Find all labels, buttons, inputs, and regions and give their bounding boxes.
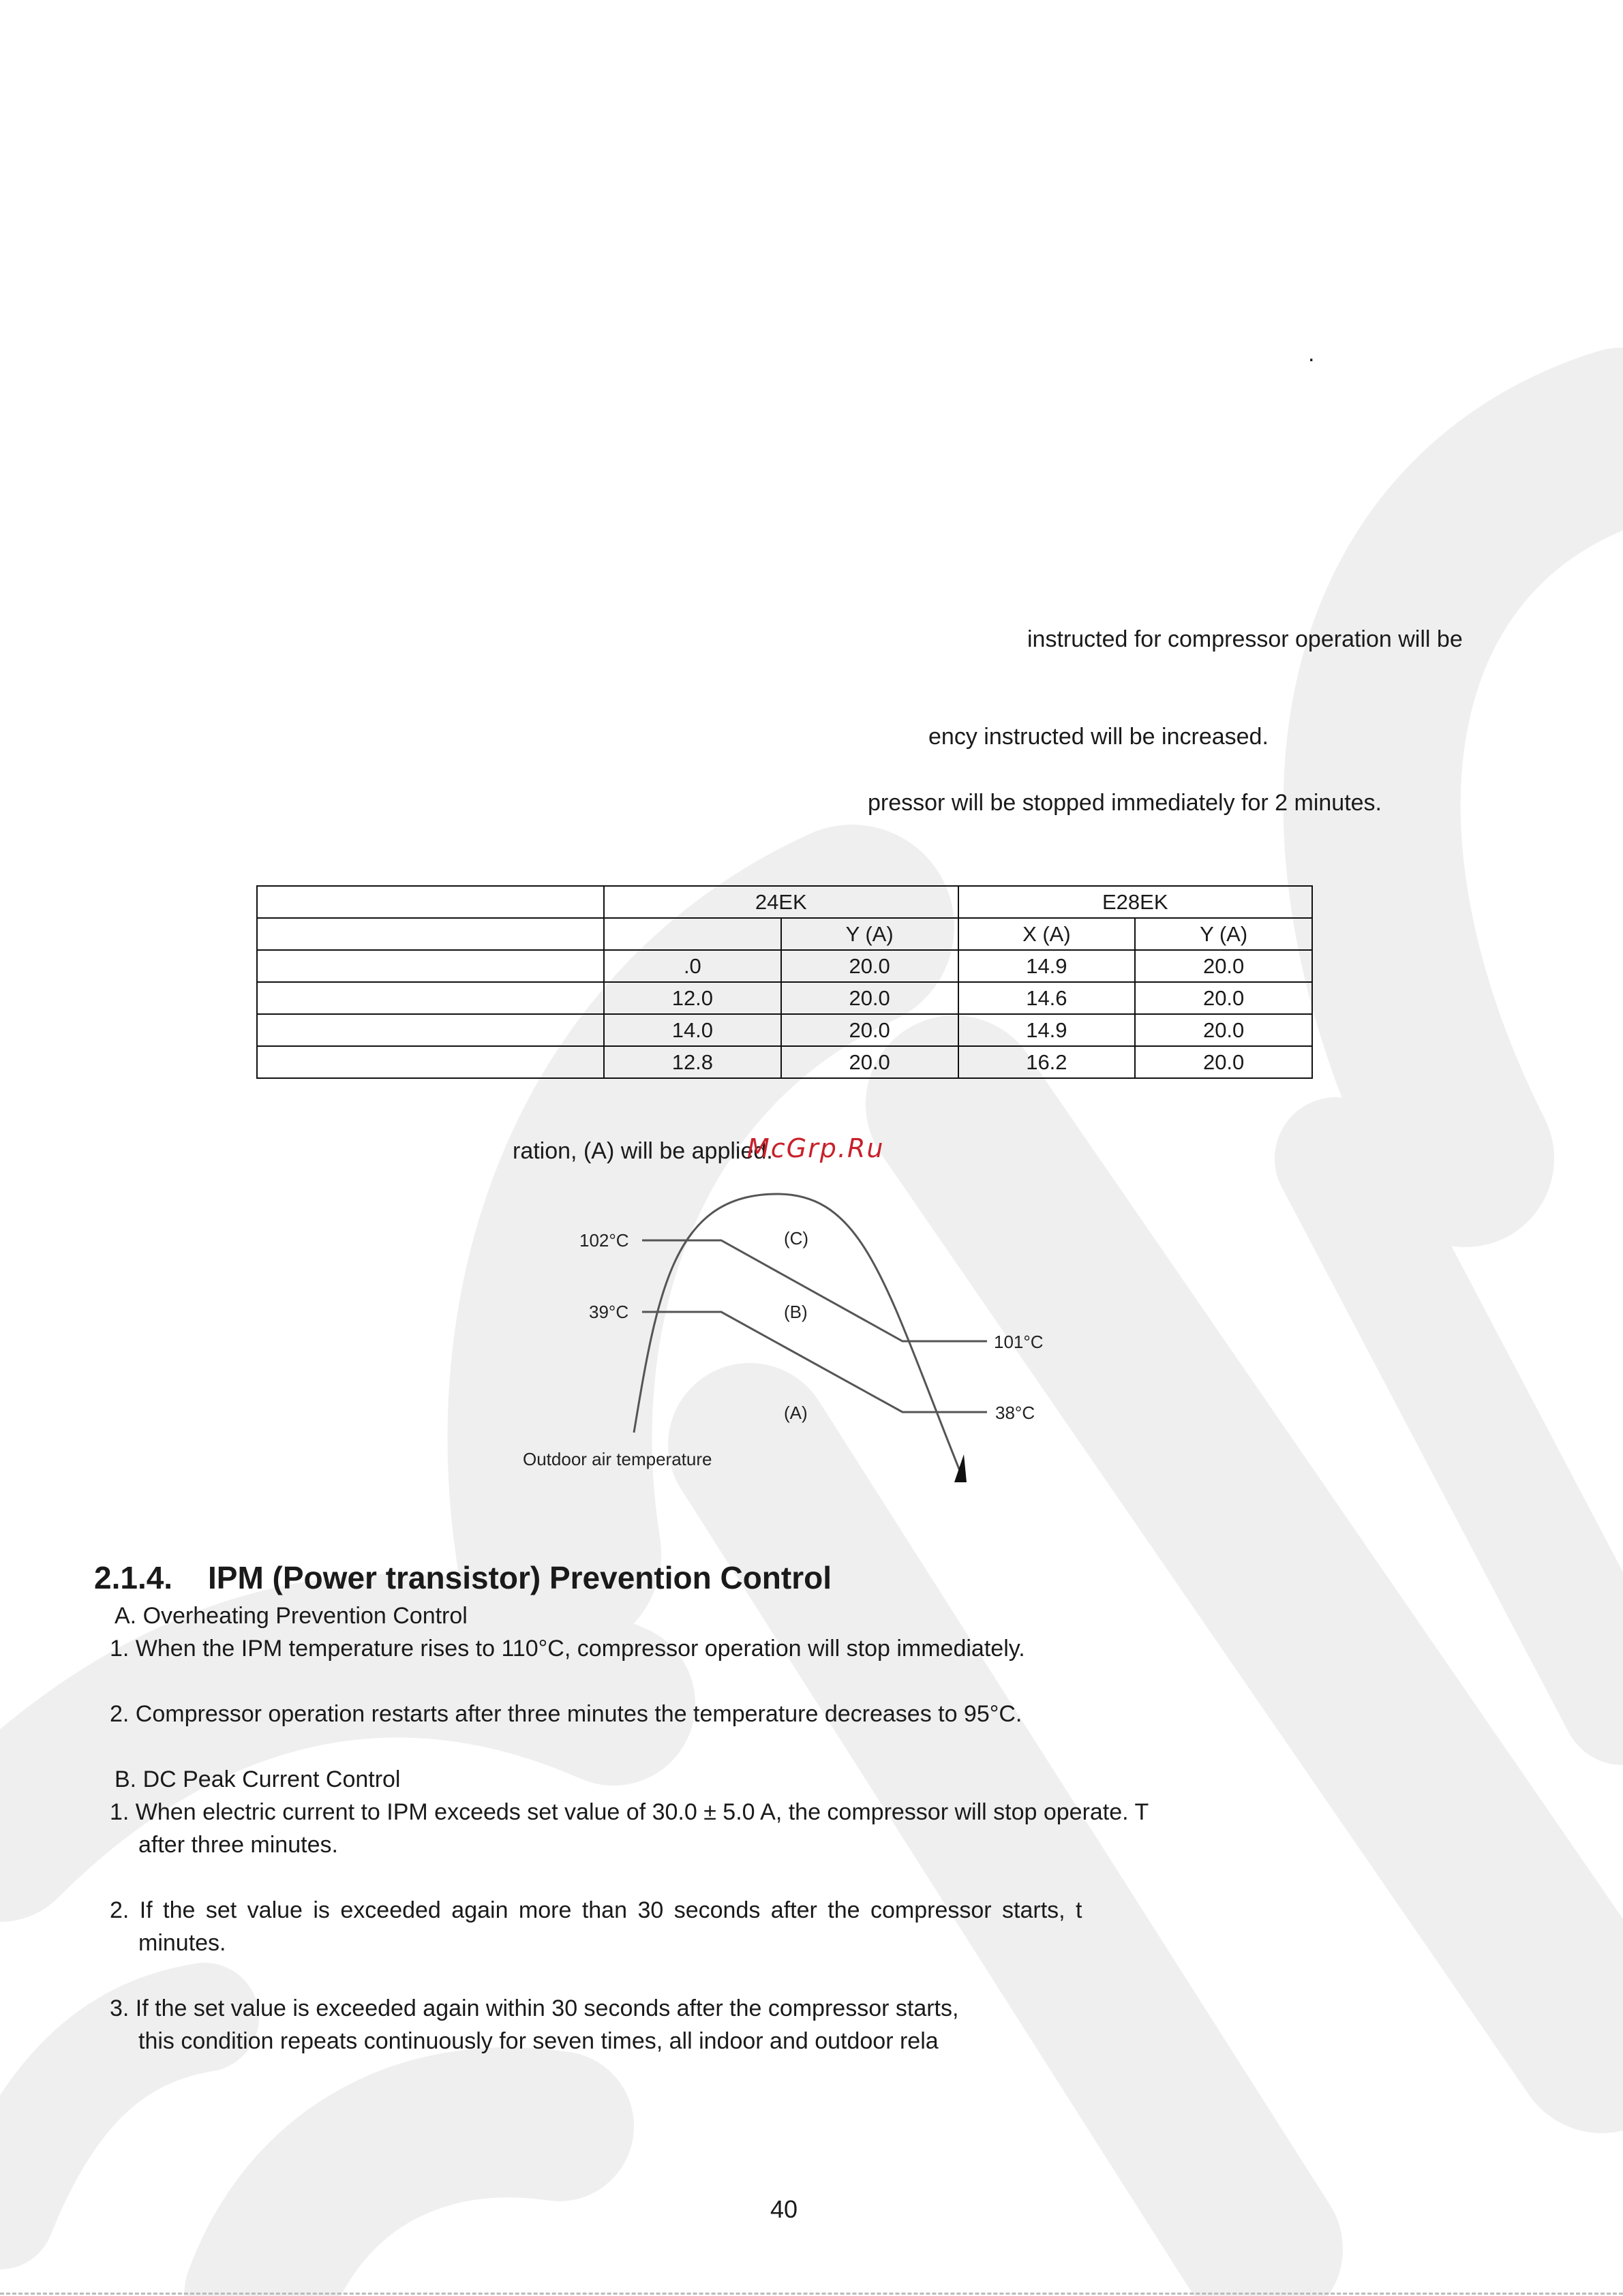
curve-arrow-head [954,1454,967,1482]
text-fragment-3: pressor will be stopped immediately for 2 minutes. [868,790,1382,816]
table-cell: 14.6 [958,982,1136,1014]
subsection-a-heading: A. Overheating Prevention Control [115,1603,468,1629]
table-subheader-row [257,918,1312,950]
table-header-cell: 24EK [604,886,958,918]
table-cell [257,982,604,1014]
table-cell: 12.0 [604,982,781,1014]
table-header-cell: E28EK [958,886,1313,918]
current-spec-table [256,885,1313,1079]
list-item: 2. Compressor operation restarts after three minutes the temperature decreases to 95°C. [110,1701,1022,1727]
list-item-continuation: after three minutes. [138,1832,338,1858]
list-item: 1. When the IPM temperature rises to 110°C, compressor operation will stop immediately. [110,1636,1025,1662]
temperature-zone-diagram [504,1172,1077,1493]
table-cell: 14.0 [604,1014,781,1046]
table-row [257,982,1312,1014]
subsection-b-heading: B. DC Peak Current Control [115,1766,401,1792]
table-cell: 20.0 [1135,1046,1312,1078]
table-cell: 20.0 [781,950,958,982]
table-cell: 20.0 [781,982,958,1014]
stray-dot: . [1308,341,1315,367]
label-102c: 102°C [579,1230,629,1251]
label-38c: 38°C [995,1403,1035,1423]
zone-b-label: (B) [784,1302,808,1322]
text-fragment-4: ration, (A) will be applied. [513,1138,773,1164]
zone-a-label: (A) [784,1403,808,1423]
table-row [257,1046,1312,1078]
table-cell: 12.8 [604,1046,781,1078]
upper-threshold-line [642,1240,987,1341]
table-row [257,950,1312,982]
table-subheader-cell: X (A) [958,918,1136,950]
lower-threshold-line [642,1312,987,1412]
table-cell: 20.0 [781,1014,958,1046]
section-heading [94,1559,832,1596]
page-bottom-rule [0,2293,1623,2295]
table-cell [257,1046,604,1078]
table-subheader-cell: Y (A) [1135,918,1312,950]
list-item: 2. If the set value is exceeded again more than 30 seconds after the compressor starts, t [110,1897,1082,1923]
table-cell: .0 [604,950,781,982]
section-title: IPM (Power transistor) Prevention Control [208,1560,832,1595]
list-item: 1. When electric current to IPM exceeds set value of 30.0 ± 5.0 A, the compressor will stop operate. T [110,1799,1149,1825]
page-number: 40 [770,2195,798,2223]
label-39c: 39°C [589,1302,629,1322]
zone-c-label: (C) [784,1228,809,1249]
table-cell: 20.0 [1135,982,1312,1014]
table-cell [257,1014,604,1046]
brand-watermark: McGrp.Ru [747,1133,885,1163]
list-item: 3. If the set value is exceeded again within 30 seconds after the compressor starts, [110,1995,959,2021]
table-cell: 16.2 [958,1046,1136,1078]
list-item-continuation: minutes. [138,1930,226,1956]
table-cell: 20.0 [1135,950,1312,982]
table-subheader-cell [257,918,604,950]
section-number: 2.1.4. [94,1560,173,1595]
table-cell [257,950,604,982]
table-header-cell [257,886,604,918]
text-fragment-2: ency instructed will be increased. [928,724,1269,750]
table-subheader-cell: Y (A) [781,918,958,950]
list-item-continuation: this condition repeats continuously for seven times, all indoor and outdoor rela [138,2028,939,2054]
text-fragment-1: instructed for compressor operation will be [1027,626,1463,652]
table-cell: 14.9 [958,1014,1136,1046]
outdoor-temp-caption: Outdoor air temperature [523,1449,712,1469]
table-subheader-cell [604,918,781,950]
table-row [257,1014,1312,1046]
table-cell: 14.9 [958,950,1136,982]
table-cell: 20.0 [1135,1014,1312,1046]
table-header-row [257,886,1312,918]
table-cell: 20.0 [781,1046,958,1078]
label-101c: 101°C [994,1332,1044,1352]
